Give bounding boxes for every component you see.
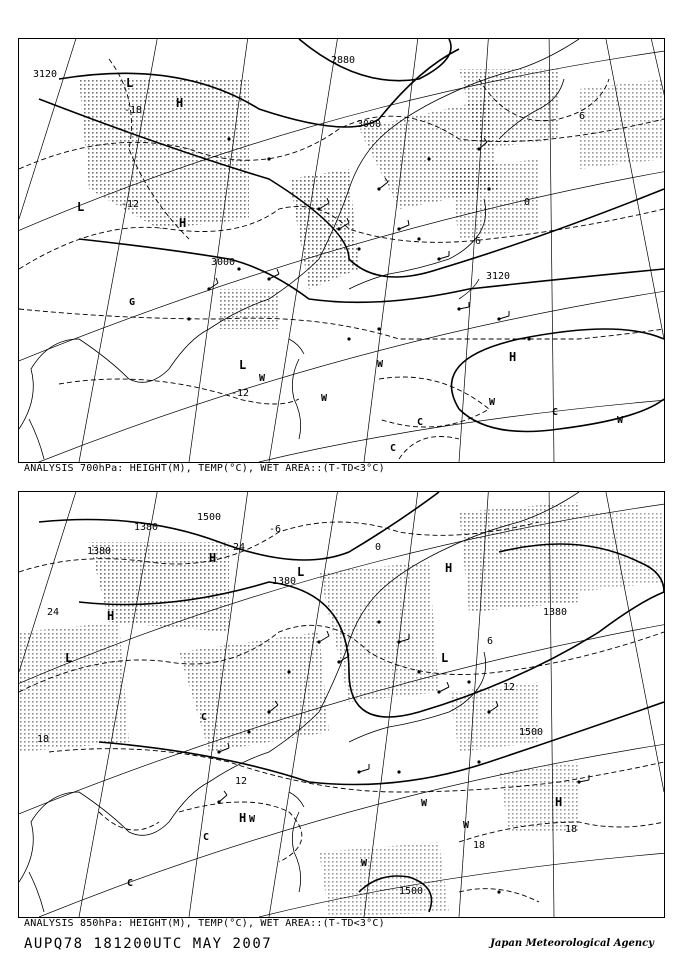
- pressure-center-high: H: [509, 350, 517, 364]
- map-700hpa-caption: ANALYSIS 700hPa: HEIGHT(M), TEMP(°C), WET AREA::(T-TD<3°C): [24, 463, 385, 474]
- temperature-label: 24: [47, 607, 60, 618]
- warm-center: W: [377, 359, 384, 370]
- temperature-label: 6: [487, 636, 494, 647]
- warm-center: W: [421, 798, 428, 809]
- pressure-center-low: L: [297, 565, 305, 579]
- temperature-label: 18: [565, 824, 578, 835]
- temperature-label: 0: [524, 197, 531, 208]
- wet-areas: [19, 502, 664, 917]
- cold-center: C: [127, 878, 134, 889]
- warm-center: W: [617, 415, 624, 426]
- temperature-label: -6: [469, 236, 482, 247]
- pressure-center-high: H: [555, 795, 563, 809]
- map-700hpa-drawing: [19, 39, 664, 462]
- pressure-center-high: H: [107, 609, 115, 623]
- height-label: 1500: [197, 512, 222, 523]
- pressure-center-low: L: [126, 76, 134, 90]
- pressure-center-high: H: [176, 96, 184, 110]
- temperature-label: 6: [579, 111, 586, 122]
- bulletin-header: AUPQ78 181200UTC MAY 2007: [24, 936, 273, 952]
- cold-center: C: [201, 712, 208, 723]
- map-700hpa: [18, 38, 665, 463]
- warm-center: W: [463, 820, 470, 831]
- pressure-center-high: H: [209, 551, 217, 565]
- height-label: 1380: [134, 522, 159, 533]
- temperature-label: -6: [269, 524, 282, 535]
- warm-center: W: [321, 393, 328, 404]
- warm-center: W: [249, 814, 256, 825]
- pressure-center-high: H: [239, 811, 247, 825]
- pressure-center-high: H: [445, 561, 453, 575]
- g-center: G: [129, 297, 136, 308]
- cold-center: C: [552, 407, 559, 418]
- cold-center: C: [417, 417, 424, 428]
- pressure-center-high: H: [179, 216, 187, 230]
- agency-name: Japan Meteorological Agency: [490, 938, 654, 949]
- pressure-center-high: L: [239, 358, 247, 372]
- height-label: 3000: [211, 257, 236, 268]
- temperature-label: 24: [233, 542, 246, 553]
- temperature-label: 18: [473, 840, 486, 851]
- height-label: 2880: [331, 55, 356, 66]
- temperature-label: 12: [503, 682, 516, 693]
- map-850hpa-caption: ANALYSIS 850hPa: HEIGHT(M), TEMP(°C), WET AREA::(T-TD<3°C): [24, 918, 385, 929]
- map-850hpa: [18, 491, 665, 918]
- height-label: 1500: [399, 886, 424, 897]
- temperature-label: -12: [231, 388, 250, 399]
- warm-center: W: [259, 373, 266, 384]
- temperature-label: -18: [124, 105, 143, 116]
- temperature-label: 12: [235, 776, 248, 787]
- pressure-center-low: L: [65, 651, 73, 665]
- warm-center: W: [361, 858, 368, 869]
- height-label: 3120: [33, 69, 58, 80]
- height-label: 1380: [272, 576, 297, 587]
- map-850hpa-drawing: [19, 492, 664, 917]
- temperature-label: 0: [375, 542, 382, 553]
- height-label: 1500: [519, 727, 544, 738]
- temperature-label: -12: [121, 199, 140, 210]
- height-label: 3000: [357, 119, 382, 130]
- wet-areas: [79, 69, 664, 329]
- temperature-label: 18: [37, 734, 50, 745]
- height-label: 3120: [486, 271, 511, 282]
- cold-center: C: [390, 443, 397, 454]
- cold-center: C: [203, 832, 210, 843]
- pressure-center-low: L: [441, 651, 449, 665]
- height-label: 1380: [543, 607, 568, 618]
- warm-center: W: [489, 397, 496, 408]
- pressure-center-low: L: [77, 200, 85, 214]
- height-label: 1380: [87, 546, 112, 557]
